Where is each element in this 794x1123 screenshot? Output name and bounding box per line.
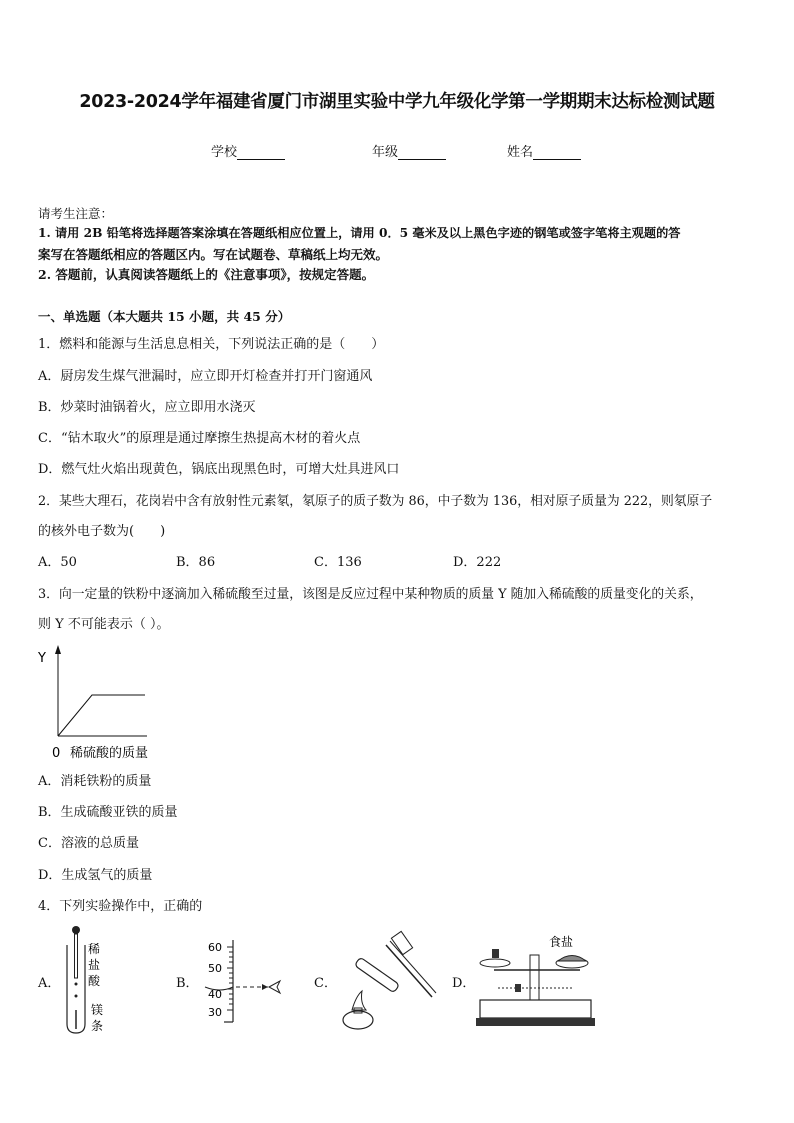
q4-stem: 4．下列实验操作中，正确的 [38, 899, 203, 914]
q4-option-c-letter: C． [314, 976, 337, 991]
grade-label: 年级 [372, 145, 399, 160]
q1-option-a: A．厨房发生煤气泄漏时，应立即开灯检查并打开门窗通风 [38, 369, 373, 384]
q2-option-a: A．50 [38, 555, 77, 570]
q4-option-a-letter: A． [38, 976, 61, 991]
notice-line-1a: 1. 请用 2B 铅笔将选择题答案涂填在答题纸相应位置上，请用 0．5 毫米及以上黑色字迹的钢笔或签字笔将主观题的答 [38, 226, 681, 240]
q3-graph-y-label: Y [38, 651, 46, 666]
label-acid-2: 盐 [88, 958, 101, 972]
scale-label-30: 30 [208, 1006, 222, 1019]
q3-graph-origin: 0 [52, 746, 61, 761]
q4-option-d-letter: D． [452, 976, 476, 991]
notice-line-2: 2. 答题前，认真阅读答题纸上的《注意事项》，按规定答题。 [38, 267, 375, 282]
balance-foot [476, 1018, 595, 1026]
q1-option-d: D．燃气灶火焰出现黄色，锅底出现黑色时，可增大灶具进风口 [38, 462, 400, 477]
school-label: 学校 [211, 145, 238, 160]
label-mg-2: 条 [91, 1019, 104, 1033]
balance-base [480, 1000, 591, 1018]
label-acid-3: 酸 [88, 974, 101, 988]
page-title: 2023-2024学年福建省厦门市湖里实验中学九年级化学第一学期期末达标检测试题 [79, 92, 715, 112]
section-heading: 一、单选题（本大题共 15 小题，共 45 分） [38, 309, 291, 324]
scale-label-60: 60 [208, 941, 222, 954]
q2-option-b: B．86 [176, 555, 216, 570]
label-mg-1: 镁 [91, 1003, 104, 1017]
balance-stand [530, 955, 539, 1000]
weight-icon [492, 949, 499, 958]
q1-option-b: B．炒菜时油锅着火，应立即用水浇灭 [38, 400, 256, 415]
q3-option-a: A．消耗铁粉的质量 [38, 774, 152, 789]
notice-line-1b: 案写在答题纸相应的答题区内。写在试题卷、草稿纸上均无效。 [38, 247, 389, 262]
q3-graph-x-label: 稀硫酸的质量 [70, 746, 149, 761]
q1-option-c: C．“钻木取火”的原理是通过摩擦生热提高木材的着火点 [38, 431, 361, 446]
q3-option-b: B．生成硫酸亚铁的质量 [38, 805, 178, 820]
label-acid-1: 稀 [88, 942, 101, 956]
q3-option-d: D．生成氢气的质量 [38, 868, 153, 883]
q1-stem: 1．燃料和能源与生活息息相关，下列说法正确的是（ ） [38, 337, 385, 352]
q2-stem-line-1: 2．某些大理石，花岗岩中含有放射性元素氡，氡原子的质子数为 86，中子数为 136，相对原子质量为 222，则氡原子 [38, 494, 713, 509]
q2-option-c: C．136 [314, 555, 362, 570]
q4-option-b-letter: B． [176, 976, 199, 991]
q2-option-d: D．222 [453, 555, 502, 570]
name-label: 姓名 [507, 145, 534, 160]
q3-option-c: C．溶液的总质量 [38, 836, 139, 851]
q2-stem-line-2: 的核外电子数为( ) [38, 524, 166, 539]
q3-stem-line-1: 3．向一定量的铁粉中逐滴加入稀硫酸至过量，该图是反应过程中某种物质的质量 Y 随加入稀硫酸的质量变化的关系， [38, 587, 703, 602]
q3-stem-line-2: 则 Y 不可能表示（ ）。 [38, 617, 170, 632]
scale-label-40: 40 [208, 988, 222, 1001]
scale-label-50: 50 [208, 962, 222, 975]
left-pan [480, 959, 510, 967]
notice-heading: 请考生注意： [38, 206, 114, 221]
rider [515, 984, 521, 992]
salt-pile [558, 956, 586, 962]
label-salt: 食盐 [549, 935, 574, 949]
